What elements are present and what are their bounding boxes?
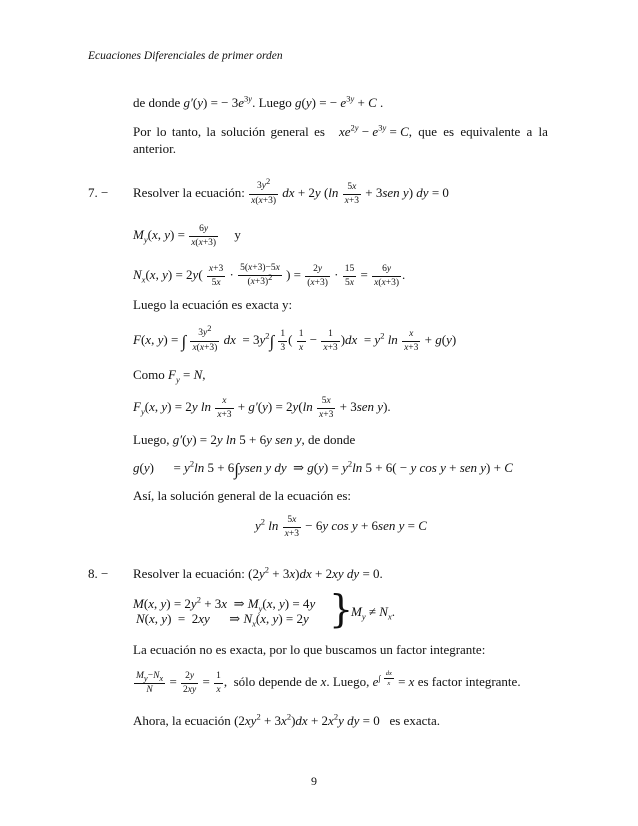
running-header: Ecuaciones Diferenciales de primer orden (88, 50, 283, 62)
factor-line: $\frac{M_y-N_x}{N}$ = $\frac{2y}{2xy}$ = $\frac{1}{x}$ , sólo depende de x. Luego, $e^{\int \frac{dx}{x}}$ = x es factor integrante. (136, 670, 521, 695)
g-line: g(y) = $y^2\ln$ 5 + 6∫ysen y dy ⇒ $g(y) = y^2\ln$ 5 + 6( − y cos y + sen y) + C (133, 458, 513, 479)
N-line: N(x, y) = 2xy ⇒ $N_x(x$, y) = 2y (136, 611, 309, 629)
word: es (314, 124, 325, 139)
my-line: $M_y(x$, y) = $\frac{6y}{x(x+3)}$ y (133, 223, 241, 248)
F-line: F(x, y) = ∫ $\frac{3y^2}{x(x+3)}$ dx = $3y^2\int$ $\frac{1}{3}$ ( $\frac{1}{x}$ − $\frac{1}{x+3}$ )$dx = y^2$ ln $\frac{x}{x+3}$ + g(y) (133, 323, 457, 353)
text: Luego, (133, 432, 170, 447)
text: , de donde (301, 432, 356, 447)
word: lo (156, 124, 167, 139)
gprime-line: Luego, g′(y) = 2y ln 5 + 6y sen y, de donde (133, 432, 356, 447)
text: y (234, 227, 241, 242)
intro-line-3: anterior. (133, 141, 176, 156)
word: general (270, 124, 309, 139)
not-exact-text: La ecuación no es exacta, por lo que buscamos un factor integrante: (133, 642, 486, 657)
word: Por (133, 124, 152, 139)
intro-line-2: Por lo tanto, la solución general es $xe^{2y} - e^{3y} = C$ , que es equivalente a la (133, 122, 548, 139)
M-line: M(x, $y) = 2y^2 + 3x$ ⇒ $M_y(x$, y) = 4y (133, 594, 316, 614)
My-neq-Nx: $M_y \ne N_x$. (351, 604, 395, 622)
right-brace: } (329, 587, 354, 631)
word: tanto, (171, 124, 202, 139)
text: sólo depende de (233, 674, 318, 689)
intro-line-1: de donde g′(y) = − $3e^{3y}$. Luego g(y) = − $e^{3y} + C$ . (133, 93, 384, 110)
Fy-line: $F_y(x$, y) = 2y ln $\frac{x}{x+3}$ + g′(y) = 2y(ln $\frac{5x}{x+3}$ + 3sen y). (133, 395, 391, 420)
text: es exacta. (389, 713, 440, 728)
page-number: 9 (311, 774, 317, 788)
text: Como (133, 367, 165, 382)
exact-text: Luego la ecuación es exacta y: (133, 297, 293, 312)
word: la (206, 124, 216, 139)
text: Ahora, la ecuación (133, 713, 231, 728)
text: . Luego, (326, 674, 370, 689)
text: Luego (258, 95, 292, 110)
word: solución (221, 124, 266, 139)
exercise-7-statement: Resolver la ecuación: $\frac{3y^2}{x(x+3)}$ dx + 2y (ln $\frac{5x}{x+3}$ + 3sen y) dy = 0 (133, 176, 449, 206)
text: Resolver la ecuación: (133, 185, 245, 200)
exercise-8-statement: Resolver la ecuación: $(2y^2 + 3x)dx + 2xy$ dy = 0. (133, 564, 383, 581)
text: de donde (133, 95, 181, 110)
exercise-7-number: 7. − (88, 185, 109, 200)
nx-line: $N_x(x$, y) = 2y( $\frac{x+3}{5x}$ · $\frac{5(x+3)-5x}{(x+3)^2}$ ) = $\frac{2y}{(x+3)}$ · $\frac{15}{5x}$ = $\frac{6y}{x(x+3)}$ . (133, 263, 406, 288)
text: es factor integrante. (417, 674, 521, 689)
text: , que es equivalente a la (408, 124, 548, 139)
general-solution: $y^2$ ln $\frac{5x}{x+3}$ − 6y cos y + 6sen y = C (255, 514, 427, 539)
como-line: Como $F_y = N$, (133, 367, 206, 385)
ahora-line: Ahora, la ecuación $(2xy^2 + 3x^2)dx + 2x^2y$ dy = 0 es exacta. (133, 711, 440, 728)
exercise-8-number: 8. − (88, 566, 109, 581)
general-text: Así, la solución general de la ecuación es: (133, 488, 352, 503)
text: Resolver la ecuación: (133, 566, 245, 581)
